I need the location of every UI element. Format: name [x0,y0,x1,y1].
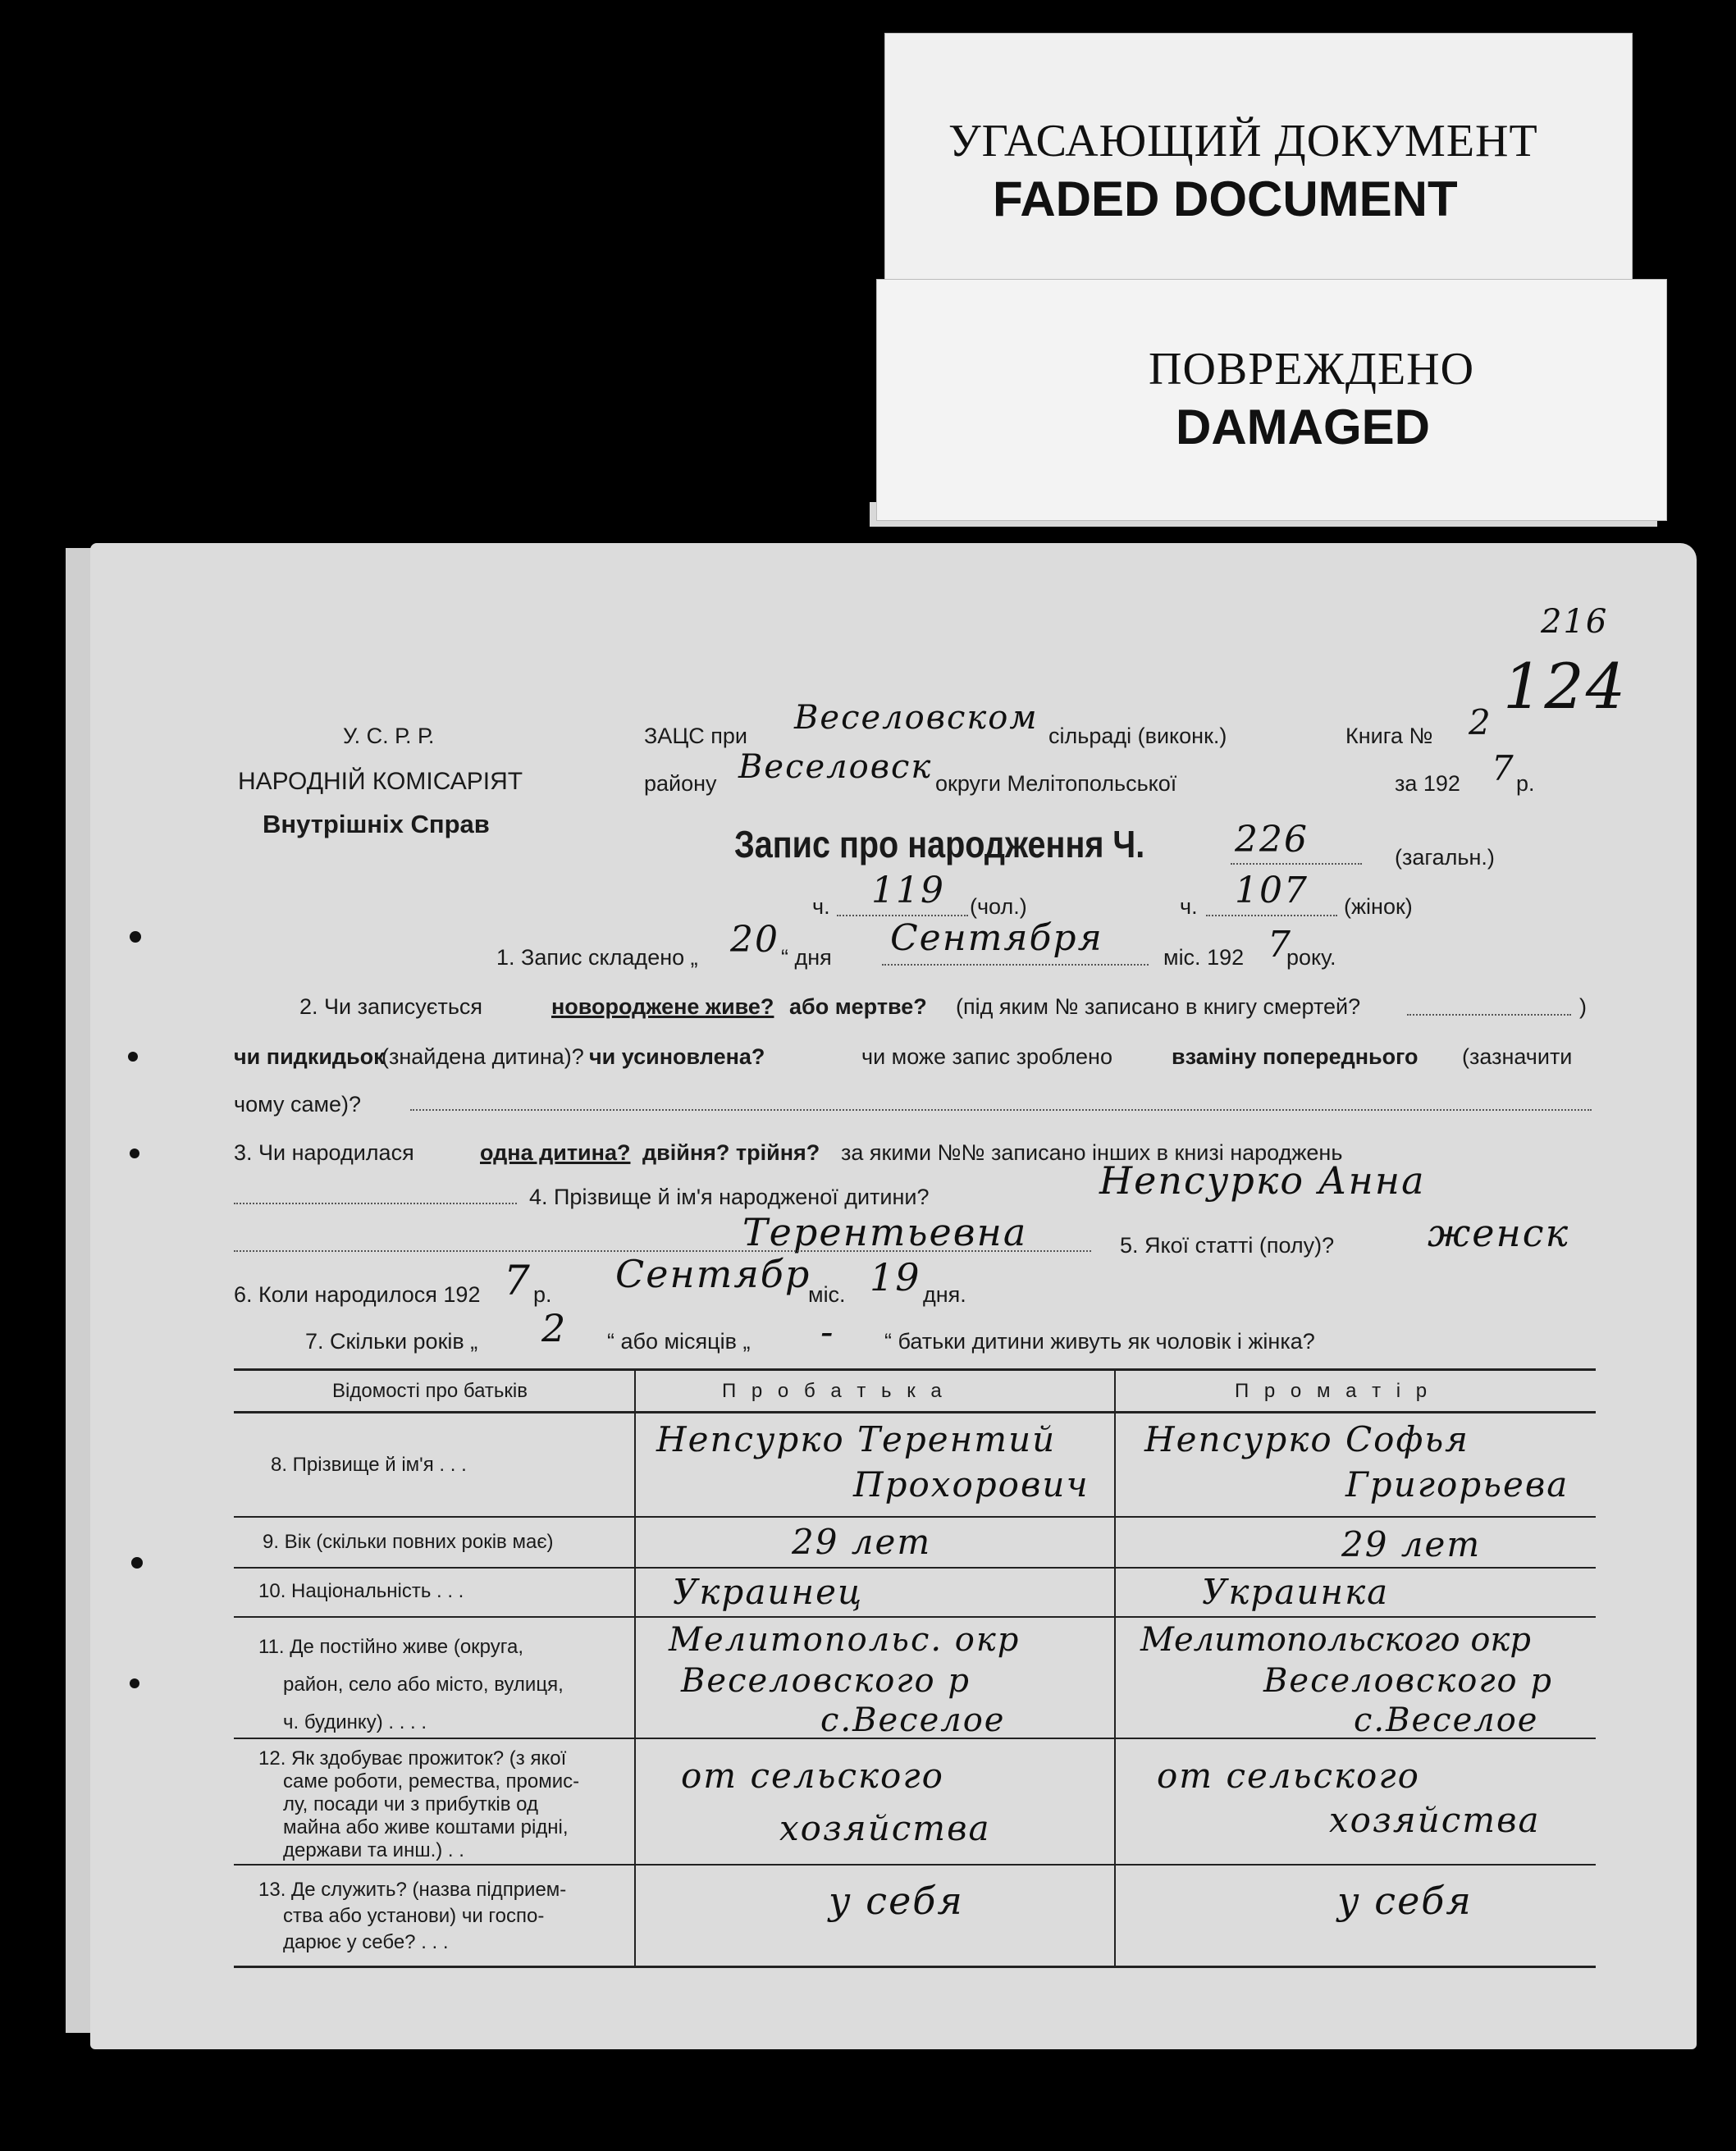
q2-text-k: (зазначити [1462,1044,1573,1069]
father-occupation-line-2: хозяйства [779,1808,991,1848]
commissariat-line-2: Внутрішніх Справ [263,810,490,838]
damaged-label-ru: ПОВРЕЖДЕНО [1149,344,1475,395]
year-prefix: за 192 [1395,771,1460,796]
q7-years-value: 2 [541,1306,568,1350]
father-residence-line-2: Веселовского р [681,1662,971,1700]
q1-month-value: Сентября [890,917,1103,959]
total-label: (загальн.) [1395,845,1495,870]
zags-prefix: ЗАЦС при [644,724,748,748]
male-count-value: 119 [871,870,945,911]
row-9-label: 9. Вік (скільки повних років має) [263,1531,554,1553]
punch-hole [130,1678,139,1688]
book-number-overwrite: 124 [1503,650,1628,723]
q2-text-f: чи пидкидьок [234,1044,385,1069]
q6-mis: міс. [808,1282,846,1307]
col-header-father: П р о б а т ь к а [722,1380,947,1402]
q6-day-value: 19 [870,1255,921,1299]
row-12-label-line-2: саме роботи, ремества, промис- [283,1770,580,1792]
row-11-label-line-1: 11. Де постійно живе (округа, [258,1636,523,1658]
q1-suffix: міс. 192 [1163,945,1245,970]
q2-text-j: взаміну попереднього [1172,1044,1418,1069]
father-residence-line-1: Мелитопольс. окр [669,1621,1021,1659]
q2-text-d: (під яким № записано в книгу смертей? [956,994,1361,1019]
commissariat-line-1: НАРОДНІЙ КОМІСАРІЯТ [238,768,523,795]
q2-text-a: 2. Чи записується [299,994,483,1019]
q6-month-value: Сентябр [615,1252,811,1296]
zags-suffix: сільраді (виконк.) [1048,724,1227,748]
q6-year-value: 7 [504,1257,532,1304]
father-residence-line-3: с.Веселое [820,1701,1006,1739]
okrug-suffix: округи Мелітопольської [935,771,1177,796]
row-12-label-line-4: майна або живе коштами рідні, [283,1816,569,1838]
mother-residence-line-3: с.Веселое [1354,1701,1539,1739]
faded-label-en: FADED DOCUMENT [993,171,1458,226]
archive-number: 216 [1541,603,1609,641]
q2-text-e: ) [1579,994,1587,1019]
q1-prefix: 1. Запис складено „ [496,945,698,970]
row-10-label: 10. Національність . . . [258,1580,464,1602]
q7-months-value: - [820,1309,835,1354]
faded-label-ru: УГАСАЮЩИЙ ДОКУМЕНТ [948,116,1538,167]
q2-text-h: чи усиновлена? [589,1044,765,1069]
row-13-label-line-2: ства або установи) чи госпо- [283,1905,545,1927]
mother-residence-line-1: Мелитопольского окр [1140,1621,1531,1659]
q2-text-i: чи може запис зроблено [861,1044,1112,1069]
q1-year-value: 7 [1268,924,1292,966]
q5-label: 5. Якої статті (полу)? [1120,1233,1335,1258]
mother-name-line-1: Непсурко Софья [1144,1419,1469,1459]
q1-mid: “ дня [781,945,832,970]
q4-name-value: Непсурко Анна [1099,1158,1426,1203]
col-header-info: Відомості про батьків [332,1380,528,1402]
mother-name-line-2: Григорьева [1345,1464,1569,1505]
year-suffix: р. [1516,771,1535,796]
q6-r: р. [533,1282,552,1307]
col-header-mother: П р о м а т і р [1235,1380,1432,1402]
row-12-label-line-5: держави та инш.) . . [283,1839,464,1861]
paper-edge [66,548,92,2033]
punch-hole [128,1052,138,1062]
father-name-line-2: Прохорович [853,1464,1090,1505]
damaged-label-en: DAMAGED [1176,400,1430,454]
rayon-prefix: району [644,771,717,796]
row-13-label-line-3: дарює у себе? . . . [283,1931,449,1953]
q3-text-b: одна дитина? [480,1140,631,1165]
male-prefix: ч. [812,894,830,919]
damaged-label [876,279,1667,521]
faded-document-label [884,33,1633,304]
q4-label: 4. Прізвище й ім'я народженої дитини? [529,1185,930,1209]
q3-text-c: двійня? трійня? [642,1140,820,1165]
q7-prefix: 7. Скільки років „ [305,1329,478,1354]
father-occupation-line-1: от сельского [681,1756,944,1796]
q3-text-a: 3. Чи народилася [234,1140,414,1165]
father-name-line-1: Непсурко Терентий [656,1419,1057,1459]
father-nationality-value: Украинец [673,1572,864,1612]
mother-employer-value: у себя [1337,1879,1473,1923]
rayon-value: Веселовск [738,748,933,786]
row-11-label-line-3: ч. будинку) . . . . [283,1711,427,1733]
q2-text-b: новороджене живе? [551,994,774,1019]
mother-age-value: 29 лет [1341,1524,1482,1564]
q7-mid: “ або місяців „ [607,1329,751,1354]
punch-hole [130,931,141,943]
female-label: (жінок) [1344,894,1413,919]
row-13-label-line-1: 13. Де служить? (назва підприем- [258,1879,567,1901]
record-number-value: 226 [1235,819,1309,861]
mother-occupation-line-1: от сельского [1157,1756,1420,1796]
q5-value: женск [1428,1211,1570,1255]
mother-nationality-value: Украинка [1202,1572,1390,1612]
ussr-heading: У. С. Р. Р. [343,724,435,748]
mother-occupation-line-2: хозяйства [1329,1800,1541,1840]
row-12-label-line-3: лу, посади чи з прибутків од [283,1793,538,1815]
q1-end: року. [1286,945,1336,970]
father-employer-value: у себя [829,1879,964,1923]
q2-text-l: чому саме)? [234,1092,362,1117]
book-prefix: Книга № [1345,724,1433,748]
q4-patronymic-value: Терентьевна [742,1210,1028,1254]
male-label: (чол.) [970,894,1027,919]
female-prefix: ч. [1180,894,1198,919]
father-age-value: 29 лет [792,1522,932,1562]
row-8-label: 8. Прізвище й ім'я . . . [271,1454,467,1476]
year-value: 7 [1492,748,1515,788]
mother-residence-line-2: Веселовского р [1263,1662,1553,1700]
female-count-value: 107 [1235,870,1309,911]
punch-hole [131,1557,143,1569]
book-value: 2 [1469,702,1492,742]
row-12-label-line-1: 12. Як здобуває прожиток? (з якої [258,1747,567,1770]
q6-prefix: 6. Коли народилося 192 [234,1282,481,1307]
row-11-label-line-2: район, село або місто, вулиця, [283,1674,564,1696]
zags-name-value: Веселовском [794,699,1039,737]
q2-text-c: або мертве? [789,994,927,1019]
punch-hole [130,1149,139,1158]
record-title: Запис про народження Ч. [734,823,1145,865]
q2-text-g: (знайдена дитина)? [381,1044,584,1069]
q3-text-d: за якими №№ записано інших в книзі народжень [841,1140,1343,1165]
q7-end: “ батьки дитини живуть як чоловік і жінка? [884,1329,1315,1354]
q6-end: дня. [923,1282,966,1307]
q1-day-value: 20 [730,919,779,961]
